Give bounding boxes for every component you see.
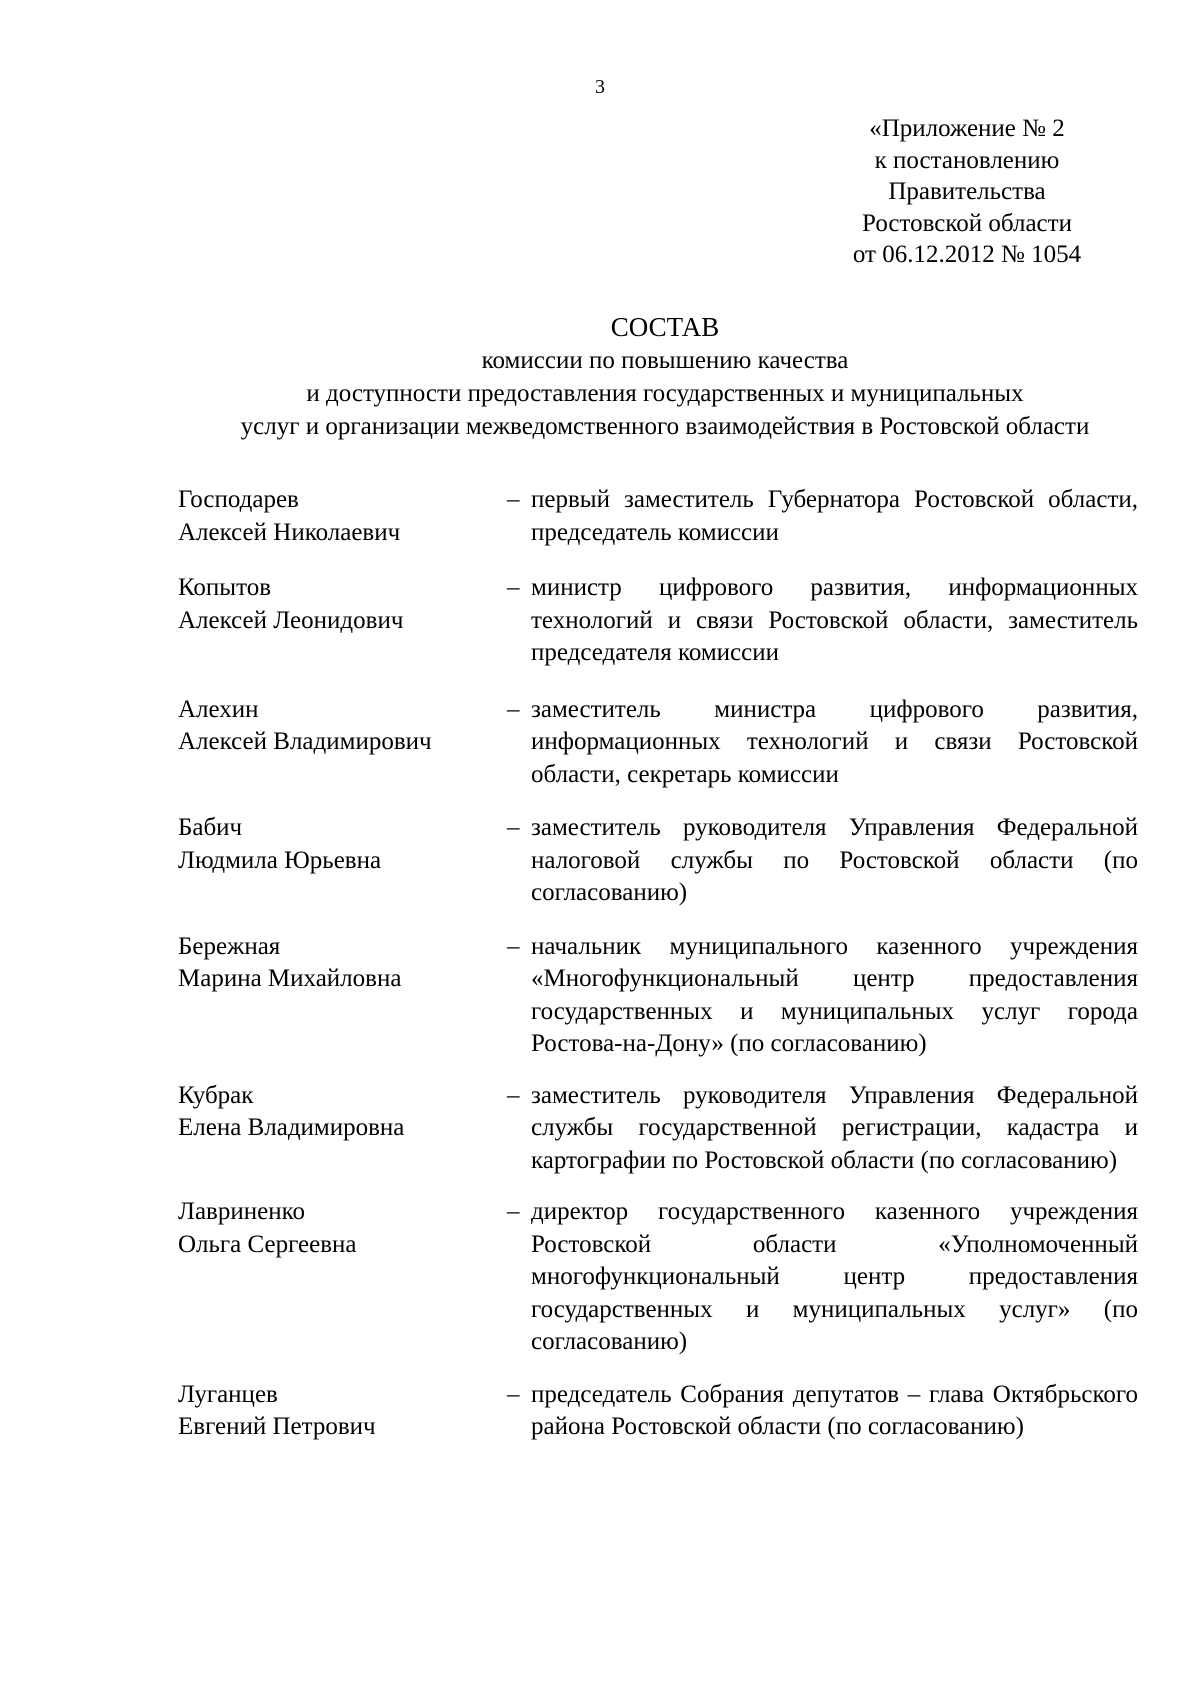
member-name: [178, 484, 507, 549]
members-list: [178, 484, 1148, 1444]
member-entry: [178, 812, 1148, 910]
member-given-name: Елена Владимировна: [178, 1114, 405, 1141]
member-entry: [178, 1080, 1148, 1178]
title-block: [0, 310, 1200, 443]
annex-line: от 06.12.2012 № 1054: [852, 241, 1082, 268]
member-given-name: Евгений Петрович: [178, 1413, 376, 1440]
member-name: [178, 1379, 507, 1444]
annex-line: «Приложение № 2: [869, 115, 1065, 142]
member-entry: [178, 1379, 1148, 1444]
member-entry: [178, 484, 1148, 549]
member-entry: [178, 931, 1148, 1061]
member-given-name: Алексей Николаевич: [178, 518, 401, 546]
member-surname: Лавриненко: [178, 1198, 305, 1225]
subtitle-line: и доступности предоставления государственных и муниципальных: [306, 380, 1024, 407]
member-dash: –: [507, 1380, 520, 1408]
member-dash: –: [507, 574, 520, 601]
member-surname: Копытов: [178, 574, 272, 601]
member-name: [178, 572, 507, 670]
annex-line: к постановлению: [874, 146, 1060, 174]
member-name: [178, 694, 507, 792]
member-entry: [178, 572, 1148, 670]
member-surname: Господарев: [178, 486, 299, 513]
annex-header: [822, 113, 1112, 271]
member-role: начальник муниципального казенного учреждения «Многофункциональный центр предоставления государственных и муниципальных услуг города Ростова-на-Дону» (по согласованию): [531, 932, 1138, 1057]
member-surname: Бабич: [178, 814, 243, 841]
member-role: председатель Собрания депутатов – глава Октябрьского района Ростовской области (по согласованию): [531, 1380, 1138, 1440]
member-entry: [178, 694, 1148, 792]
annex-line: Правительства: [888, 178, 1046, 205]
member-role: министр цифрового развития, информационных технологий и связи Ростовской области, заместитель председателя комиссии: [531, 574, 1138, 666]
member-role: заместитель руководителя Управления Федеральной налоговой службы по Ростовской области (по согласованию): [531, 814, 1138, 906]
member-dash: –: [507, 486, 520, 513]
member-name: [178, 1080, 507, 1178]
member-dash: –: [507, 695, 520, 723]
annex-line: Ростовской области: [862, 209, 1072, 237]
member-surname: Кубрак: [178, 1081, 254, 1109]
member-role: заместитель руководителя Управления Федеральной службы государственной регистрации, кадастра и картографии по Ростовской области (по согласованию): [531, 1081, 1138, 1174]
member-dash: –: [507, 1198, 520, 1225]
member-name: [178, 1196, 507, 1359]
member-given-name: Ольга Сергеевна: [178, 1230, 357, 1258]
member-surname: Бережная: [178, 932, 281, 960]
document-title: СОСТАВ: [610, 312, 720, 342]
member-name: [178, 931, 507, 1061]
subtitle-line: комиссии по повышению качества: [481, 347, 849, 374]
member-surname: Алехин: [178, 695, 259, 723]
member-dash: –: [507, 932, 520, 960]
page-number: 3: [595, 76, 605, 98]
member-surname: Луганцев: [178, 1380, 278, 1408]
member-given-name: Марина Михайловна: [178, 965, 402, 992]
member-dash: –: [507, 814, 520, 841]
member-given-name: Алексей Леонидович: [178, 606, 404, 634]
member-entry: [178, 1196, 1148, 1359]
member-role: заместитель министра цифрового развития, информационных технологий и связи Ростовской области, секретарь комиссии: [531, 695, 1138, 788]
member-given-name: Алексей Владимирович: [178, 728, 432, 755]
member-role: первый заместитель Губернатора Ростовской области, председатель комиссии: [531, 486, 1138, 546]
subtitle-line: услуг и организации межведомственного взаимодействия в Ростовской области: [240, 413, 1090, 440]
member-dash: –: [507, 1081, 520, 1109]
document-subtitle: [0, 344, 1200, 443]
member-given-name: Людмила Юрьевна: [178, 846, 382, 874]
member-role: директор государственного казенного учреждения Ростовской области «Уполномоченный многофункциональный центр предоставления государственных и муниципальных услуг» (по согласованию): [531, 1198, 1138, 1355]
member-name: [178, 812, 507, 910]
